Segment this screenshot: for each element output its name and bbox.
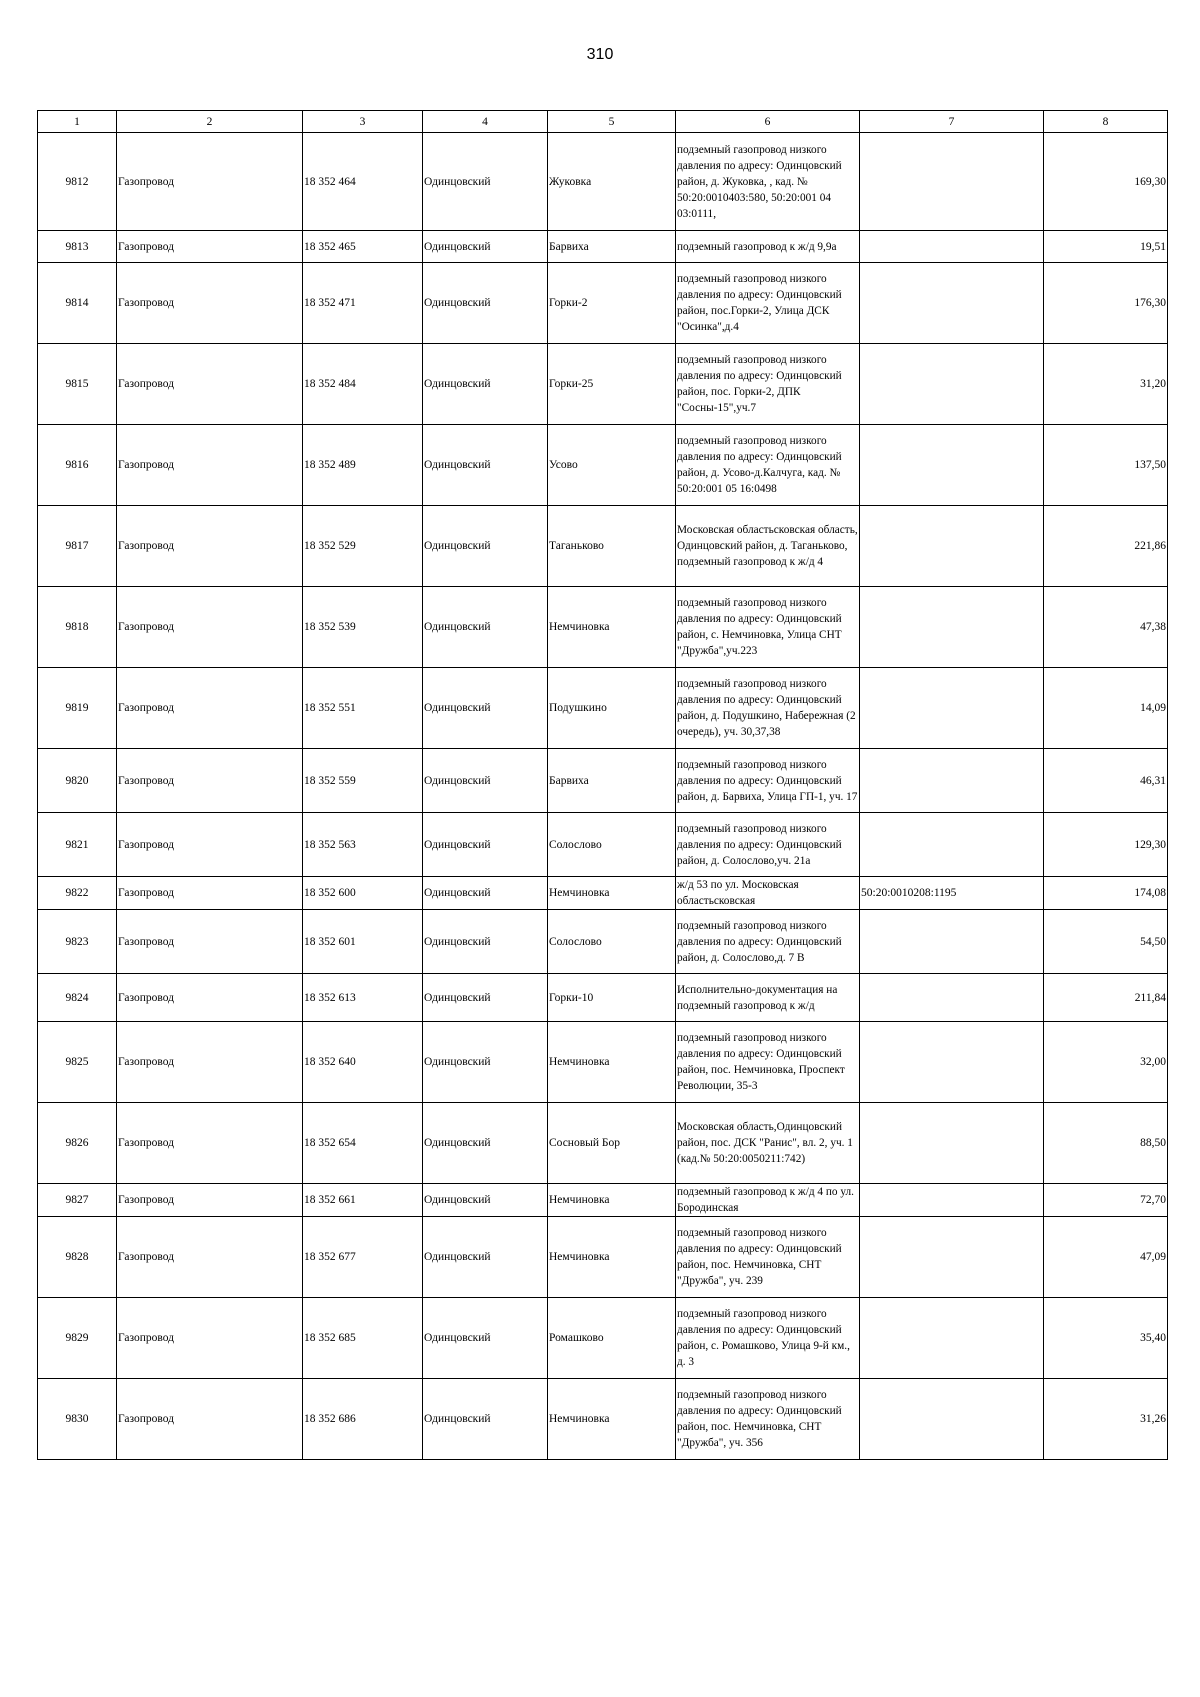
table-cell: Одинцовский (423, 1103, 548, 1184)
table-cell: 18 352 685 (303, 1298, 423, 1379)
table-cell: Газопровод (117, 668, 303, 749)
table-cell: 9828 (38, 1217, 117, 1298)
table-row (38, 263, 1168, 344)
table-cell (860, 1379, 1044, 1460)
table-cell: 31,20 (1044, 344, 1168, 425)
table-cell (860, 506, 1044, 587)
table-cell: Жуковка (548, 133, 676, 231)
table-row (38, 231, 1168, 263)
table-cell: 31,26 (1044, 1379, 1168, 1460)
table-cell: Одинцовский (423, 231, 548, 263)
table-cell: Немчиновка (548, 1217, 676, 1298)
table-cell: Одинцовский (423, 263, 548, 344)
table-cell: 18 352 600 (303, 877, 423, 910)
table-cell: 18 352 677 (303, 1217, 423, 1298)
table-cell: 14,09 (1044, 668, 1168, 749)
table-cell: Сосновый Бор (548, 1103, 676, 1184)
table-cell (860, 813, 1044, 877)
table-cell: 9823 (38, 910, 117, 974)
table-cell: 137,50 (1044, 425, 1168, 506)
table-cell: Газопровод (117, 910, 303, 974)
table-cell: Немчиновка (548, 1184, 676, 1217)
table-cell: 32,00 (1044, 1022, 1168, 1103)
table-cell: подземный газопровод низкого давления по адресу: Одинцовский район, пос. Немчиновка, Проспект Революции, 35-3 (676, 1022, 860, 1103)
table-cell: Барвиха (548, 231, 676, 263)
table-row (38, 587, 1168, 668)
table-cell (860, 1217, 1044, 1298)
table-cell: 18 352 559 (303, 749, 423, 813)
table-cell: Газопровод (117, 1298, 303, 1379)
table-cell: Таганьково (548, 506, 676, 587)
table-cell (860, 1298, 1044, 1379)
table-cell: Одинцовский (423, 1184, 548, 1217)
table-row (38, 1184, 1168, 1217)
table-cell: Горки-2 (548, 263, 676, 344)
column-header: 1 (38, 111, 117, 133)
table-row (38, 974, 1168, 1022)
table-cell: 18 352 464 (303, 133, 423, 231)
table-cell: Газопровод (117, 1217, 303, 1298)
table-cell: 9822 (38, 877, 117, 910)
table-cell: Одинцовский (423, 587, 548, 668)
column-header: 5 (548, 111, 676, 133)
table-cell: Одинцовский (423, 813, 548, 877)
table-cell: Усово (548, 425, 676, 506)
table-cell: Газопровод (117, 1184, 303, 1217)
table-cell: подземный газопровод низкого давления по адресу: Одинцовский район, с. Немчиновка, Улица СНТ "Дружба",уч.223 (676, 587, 860, 668)
table-row (38, 1217, 1168, 1298)
table-cell: 18 352 640 (303, 1022, 423, 1103)
table-cell: Газопровод (117, 813, 303, 877)
table-cell (860, 1103, 1044, 1184)
table-cell: подземный газопровод низкого давления по адресу: Одинцовский район, пос. Немчиновка, СНТ "Дружба", уч. 239 (676, 1217, 860, 1298)
table-cell (860, 974, 1044, 1022)
column-header: 7 (860, 111, 1044, 133)
table-row (38, 425, 1168, 506)
table-cell: подземный газопровод низкого давления по адресу: Одинцовский район, д. Солослово,д. 7 В (676, 910, 860, 974)
table-cell (860, 344, 1044, 425)
table-cell: Подушкино (548, 668, 676, 749)
table-cell: Немчиновка (548, 1379, 676, 1460)
table-cell: 9819 (38, 668, 117, 749)
table-cell: подземный газопровод к ж/д 9,9а (676, 231, 860, 263)
table-cell: Ромашково (548, 1298, 676, 1379)
table-cell: 18 352 661 (303, 1184, 423, 1217)
table-row (38, 1379, 1168, 1460)
table-cell: 9827 (38, 1184, 117, 1217)
table-cell: Одинцовский (423, 133, 548, 231)
table-cell: Московская областьсковская область, Одинцовский район, д. Таганьково, подземный газопровод к ж/д 4 (676, 506, 860, 587)
table-cell: Одинцовский (423, 425, 548, 506)
table-cell: Одинцовский (423, 1022, 548, 1103)
table-cell: подземный газопровод низкого давления по адресу: Одинцовский район, пос. Немчиновка, СНТ "Дружба", уч. 356 (676, 1379, 860, 1460)
table-cell: Немчиновка (548, 587, 676, 668)
table-cell: Газопровод (117, 1379, 303, 1460)
table-cell: 18 352 601 (303, 910, 423, 974)
table-cell: Газопровод (117, 877, 303, 910)
table-cell: Немчиновка (548, 877, 676, 910)
table-cell (860, 1022, 1044, 1103)
table-cell: 18 352 539 (303, 587, 423, 668)
table-row (38, 1298, 1168, 1379)
column-header: 8 (1044, 111, 1168, 133)
table-cell: 9813 (38, 231, 117, 263)
table-cell: 9829 (38, 1298, 117, 1379)
table-cell: 18 352 489 (303, 425, 423, 506)
table-cell: 169,30 (1044, 133, 1168, 231)
table-row (38, 1103, 1168, 1184)
table-cell: 9825 (38, 1022, 117, 1103)
table-cell: Одинцовский (423, 910, 548, 974)
table-cell: 72,70 (1044, 1184, 1168, 1217)
table-row (38, 813, 1168, 877)
table-cell: Газопровод (117, 231, 303, 263)
table-cell: 47,38 (1044, 587, 1168, 668)
table-cell: Московская область,Одинцовский район, пос. ДСК "Ранис", вл. 2, уч. 1 (кад.№ 50:20:0050211:742) (676, 1103, 860, 1184)
table-cell: 88,50 (1044, 1103, 1168, 1184)
table-cell: подземный газопровод низкого давления по адресу: Одинцовский район, д. Солослово,уч. 21а (676, 813, 860, 877)
table-cell: 18 352 613 (303, 974, 423, 1022)
table-cell: 9814 (38, 263, 117, 344)
table-cell: 18 352 654 (303, 1103, 423, 1184)
table-cell (860, 231, 1044, 263)
table-cell: Газопровод (117, 506, 303, 587)
table-cell: подземный газопровод низкого давления по адресу: Одинцовский район, д. Жуковка, , кад. № 50:20:0010403:580, 50:20:001 04 03:0111, (676, 133, 860, 231)
table-cell: Одинцовский (423, 668, 548, 749)
table-cell: 9830 (38, 1379, 117, 1460)
table-cell: подземный газопровод низкого давления по адресу: Одинцовский район, д. Барвиха, Улица ГП-1, уч. 17 (676, 749, 860, 813)
table-cell: 9821 (38, 813, 117, 877)
table-row (38, 910, 1168, 974)
header-row (38, 111, 1168, 133)
table-cell: Газопровод (117, 425, 303, 506)
column-header: 2 (117, 111, 303, 133)
table-cell: 129,30 (1044, 813, 1168, 877)
table-row (38, 877, 1168, 910)
table-cell: Газопровод (117, 587, 303, 668)
table-cell: Одинцовский (423, 1379, 548, 1460)
table-cell: Одинцовский (423, 344, 548, 425)
table-cell: Горки-10 (548, 974, 676, 1022)
table-cell (860, 1184, 1044, 1217)
table-cell: 221,86 (1044, 506, 1168, 587)
table-cell (860, 263, 1044, 344)
table-row (38, 133, 1168, 231)
table-cell: 18 352 563 (303, 813, 423, 877)
table-cell: Одинцовский (423, 1298, 548, 1379)
registry-table (37, 110, 1168, 1460)
table-row (38, 506, 1168, 587)
table-cell: 9812 (38, 133, 117, 231)
table-cell: 176,30 (1044, 263, 1168, 344)
table-row (38, 1022, 1168, 1103)
table-cell: Газопровод (117, 1022, 303, 1103)
table-cell: 18 352 465 (303, 231, 423, 263)
table-cell: 174,08 (1044, 877, 1168, 910)
table-cell: Солослово (548, 813, 676, 877)
table-cell: Газопровод (117, 749, 303, 813)
table-cell: Солослово (548, 910, 676, 974)
table-cell: 9815 (38, 344, 117, 425)
table-cell: 9820 (38, 749, 117, 813)
table-cell: 50:20:0010208:1195 (860, 877, 1044, 910)
table-cell: 9818 (38, 587, 117, 668)
table-cell: подземный газопровод низкого давления по адресу: Одинцовский район, пос. Горки-2, ДПК "Сосны-15",уч.7 (676, 344, 860, 425)
table-row (38, 344, 1168, 425)
table-cell: подземный газопровод низкого давления по адресу: Одинцовский район, д. Подушкино, Набережная (2 очередь), уч. 30,37,38 (676, 668, 860, 749)
table-cell (860, 749, 1044, 813)
table-cell: Одинцовский (423, 877, 548, 910)
table-cell: Одинцовский (423, 749, 548, 813)
table-cell: 18 352 529 (303, 506, 423, 587)
table-body (38, 133, 1168, 1460)
table-row (38, 668, 1168, 749)
table-cell: 18 352 471 (303, 263, 423, 344)
column-header: 4 (423, 111, 548, 133)
table-cell (860, 910, 1044, 974)
table-cell: 9826 (38, 1103, 117, 1184)
table-cell: подземный газопровод низкого давления по адресу: Одинцовский район, с. Ромашково, Улица 9-й км., д. 3 (676, 1298, 860, 1379)
table-cell: подземный газопровод низкого давления по адресу: Одинцовский район, пос.Горки-2, Улица ДСК "Осинка",д.4 (676, 263, 860, 344)
table-cell (860, 668, 1044, 749)
table-cell: 19,51 (1044, 231, 1168, 263)
table-cell: 54,50 (1044, 910, 1168, 974)
table-cell: Немчиновка (548, 1022, 676, 1103)
table-cell (860, 587, 1044, 668)
table-cell: Газопровод (117, 133, 303, 231)
table-cell: 9817 (38, 506, 117, 587)
table-cell: подземный газопровод низкого давления по адресу: Одинцовский район, д. Усово-д.Калчуга, кад. № 50:20:001 05 16:0498 (676, 425, 860, 506)
table-cell: Газопровод (117, 344, 303, 425)
table-cell: Одинцовский (423, 506, 548, 587)
table-cell: Одинцовский (423, 1217, 548, 1298)
table-cell: Газопровод (117, 263, 303, 344)
column-header: 6 (676, 111, 860, 133)
table-cell (860, 425, 1044, 506)
table-cell: 9824 (38, 974, 117, 1022)
table-cell: Газопровод (117, 974, 303, 1022)
table-cell: 35,40 (1044, 1298, 1168, 1379)
table-cell: Исполнительно-документация на подземный газопровод к ж/д (676, 974, 860, 1022)
table-cell (860, 133, 1044, 231)
table-cell: Газопровод (117, 1103, 303, 1184)
page-number: 310 (586, 46, 614, 63)
column-header: 3 (303, 111, 423, 133)
table-cell: 18 352 551 (303, 668, 423, 749)
table-cell: 46,31 (1044, 749, 1168, 813)
table-cell: 211,84 (1044, 974, 1168, 1022)
table-cell: 9816 (38, 425, 117, 506)
table-cell: 47,09 (1044, 1217, 1168, 1298)
table-cell: 18 352 484 (303, 344, 423, 425)
table-row (38, 749, 1168, 813)
table-cell: Одинцовский (423, 974, 548, 1022)
table-cell: Барвиха (548, 749, 676, 813)
table-cell: 18 352 686 (303, 1379, 423, 1460)
table-cell: Горки-25 (548, 344, 676, 425)
table-cell: ж/д 53 по ул. Московская областьсковская (676, 877, 860, 910)
table-cell: подземный газопровод к ж/д 4 по ул. Бородинская (676, 1184, 860, 1217)
